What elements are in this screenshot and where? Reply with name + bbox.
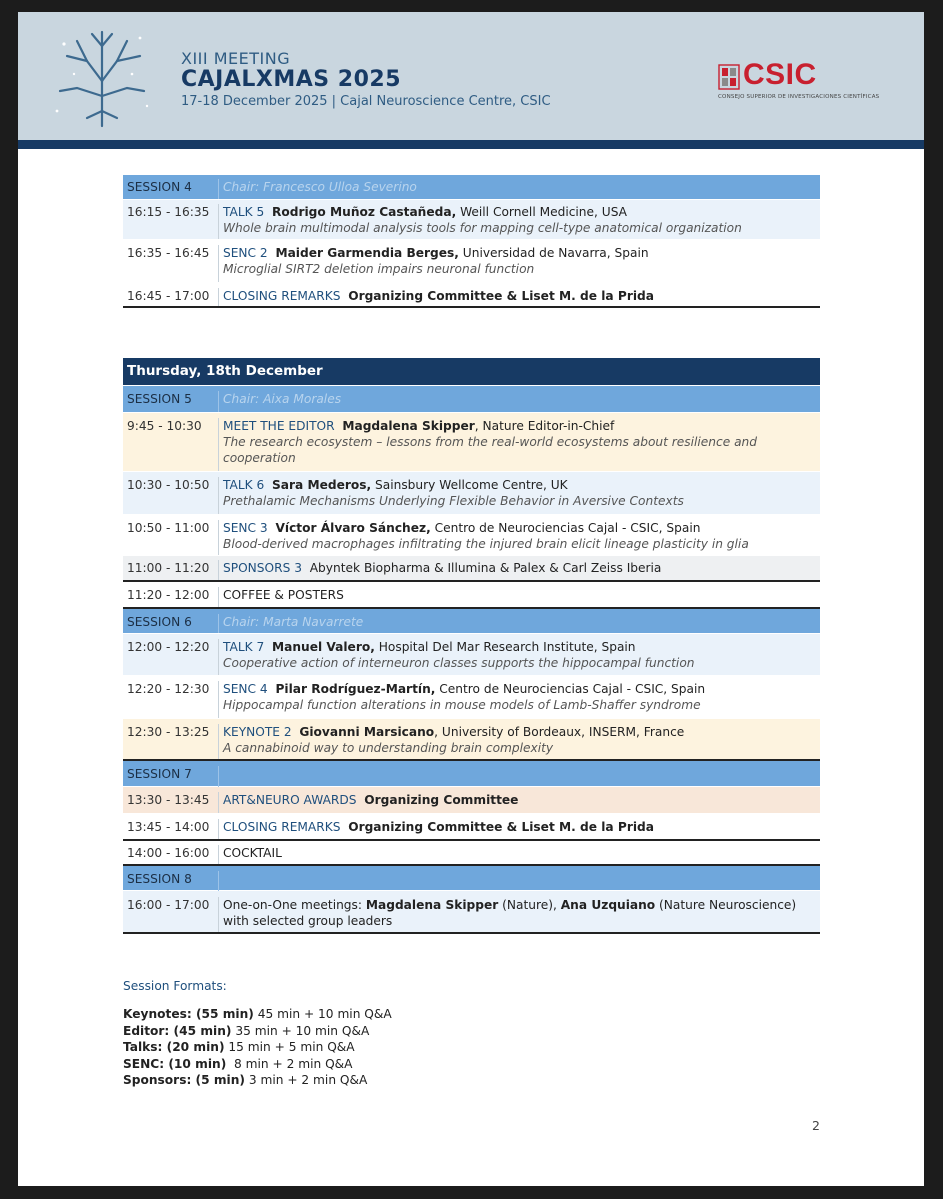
time-slot: 13:30 - 13:45 xyxy=(127,793,210,807)
time-slot: 12:00 - 12:20 xyxy=(127,640,210,654)
time-slot: 16:00 - 17:00 xyxy=(127,898,210,912)
speaker-name: Organizing Committee xyxy=(364,793,519,807)
speaker-name: Víctor Álvaro Sánchez, xyxy=(275,521,431,535)
talk-details xyxy=(218,288,820,306)
session-chair-empty xyxy=(218,766,820,787)
session-label: SESSION 6 xyxy=(127,615,192,629)
speaker-name: Rodrigo Muñoz Castañeda, xyxy=(272,205,457,219)
speaker-affiliation: Centro de Neurociencias Cajal - CSIC, Spain xyxy=(430,521,701,535)
header-divider-bar xyxy=(18,140,924,149)
talk-details xyxy=(218,560,820,580)
speaker-affiliation: Sainsbury Wellcome Centre, UK xyxy=(371,478,568,492)
meeting-title: CAJALXMAS 2025 xyxy=(181,67,402,92)
talk-type: KEYNOTE 2 xyxy=(223,725,292,739)
csic-logo-text: CSIC xyxy=(743,58,817,91)
talk-title: Prethalamic Mechanisms Underlying Flexible Behavior in Aversive Contexts xyxy=(223,494,684,508)
format-label: Editor: (45 min) xyxy=(123,1023,232,1038)
schedule-row xyxy=(123,555,820,580)
time-slot: 11:00 - 11:20 xyxy=(127,561,210,575)
talk-details xyxy=(218,639,820,675)
time-slot: 13:45 - 14:00 xyxy=(127,820,210,834)
time-slot: 11:20 - 12:00 xyxy=(127,588,210,602)
speaker-name: Organizing Committee & Liset M. de la Prida xyxy=(348,820,654,834)
speaker-affiliation: Centro de Neurociencias Cajal - CSIC, Spain xyxy=(435,682,706,696)
speaker-name: Sara Mederos, xyxy=(272,478,372,492)
schedule-row xyxy=(123,199,820,239)
speaker-name: Magdalena Skipper xyxy=(365,898,499,912)
talk-details xyxy=(218,245,820,282)
csic-emblem-icon xyxy=(718,63,740,91)
time-slot: 10:30 - 10:50 xyxy=(127,478,210,492)
format-label: Talks: (20 min) xyxy=(123,1040,225,1055)
session-header xyxy=(123,864,820,890)
day-title: Thursday, 18th December xyxy=(127,363,323,379)
meeting-text: (Nature), xyxy=(498,898,561,912)
schedule-row xyxy=(123,786,820,813)
meeting-text: One-on-One meetings: xyxy=(223,898,366,912)
session-chair: Chair: Francesco Ulloa Severino xyxy=(218,179,820,199)
format-duration: 45 min + 10 min Q&A xyxy=(253,1007,392,1022)
talk-title: Whole brain multimodal analysis tools for mapping cell-type anatomical organization xyxy=(223,221,742,235)
break-label: COFFEE & POSTERS xyxy=(218,587,820,607)
csic-logo-subtitle: CONSEJO SUPERIOR DE INVESTIGACIONES CIENTÍFICAS xyxy=(718,94,880,100)
session-chair: Chair: Marta Navarrete xyxy=(218,614,820,633)
day-header xyxy=(123,358,820,385)
talk-details xyxy=(218,681,820,718)
format-label: SENC: (10 min) xyxy=(123,1056,227,1071)
talk-title: Cooperative action of interneuron classes supports the hippocampal function xyxy=(223,656,695,670)
session-label: SESSION 7 xyxy=(127,767,192,781)
speaker-affiliation: Hospital Del Mar Research Institute, Spain xyxy=(374,640,636,654)
session-label: SESSION 8 xyxy=(127,872,192,886)
program-page xyxy=(18,12,924,1186)
format-duration: 35 min + 10 min Q&A xyxy=(231,1023,370,1038)
formats-title: Session Formats: xyxy=(123,979,227,993)
session-label: SESSION 4 xyxy=(127,180,192,194)
talk-type: TALK 5 xyxy=(223,205,265,219)
format-duration: 15 min + 5 min Q&A xyxy=(224,1040,355,1055)
schedule-row xyxy=(123,890,820,934)
talk-type: CLOSING REMARKS xyxy=(223,289,341,303)
time-slot: 12:20 - 12:30 xyxy=(127,682,210,696)
talk-details xyxy=(218,819,820,839)
page-number: 2 xyxy=(812,1118,820,1133)
schedule-block-thursday xyxy=(123,358,820,934)
talk-type: SPONSORS 3 xyxy=(223,561,302,575)
format-item xyxy=(123,1039,392,1055)
page-header xyxy=(18,12,924,140)
schedule-row xyxy=(123,718,820,759)
talk-title: Hippocampal function alterations in mouse models of Lamb-Shaffer syndrome xyxy=(223,698,701,712)
schedule-row xyxy=(123,813,820,839)
speaker-affiliation: Universidad de Navarra, Spain xyxy=(458,246,649,260)
schedule-row xyxy=(123,412,820,471)
talk-details xyxy=(218,477,820,514)
talk-title: Blood-derived macrophages infiltrating the injured brain elicit lineage plasticity in glia xyxy=(223,537,749,551)
schedule-row xyxy=(123,675,820,718)
talk-type: ART&NEURO AWARDS xyxy=(223,793,357,807)
talk-type: CLOSING REMARKS xyxy=(223,820,341,834)
session-chair: Chair: Aixa Morales xyxy=(218,391,820,412)
time-slot: 16:15 - 16:35 xyxy=(127,205,210,219)
talk-type: SENC 2 xyxy=(223,246,268,260)
time-slot: 16:35 - 16:45 xyxy=(127,246,210,260)
format-duration: 8 min + 2 min Q&A xyxy=(226,1056,353,1071)
talk-type: SENC 4 xyxy=(223,682,268,696)
time-slot: 16:45 - 17:00 xyxy=(127,289,210,303)
schedule-row xyxy=(123,514,820,555)
session-header xyxy=(123,385,820,412)
talk-details xyxy=(218,418,820,471)
meeting-edition: XIII MEETING xyxy=(181,49,291,68)
meeting-dates-venue: 17-18 December 2025 | Cajal Neuroscience Centre, CSIC xyxy=(181,94,551,109)
break-label: COCKTAIL xyxy=(218,845,820,864)
sponsor-list: Abyntek Biopharma & Illumina & Palex & Carl Zeiss Iberia xyxy=(309,561,662,575)
time-slot: 9:45 - 10:30 xyxy=(127,419,202,433)
format-item xyxy=(123,1056,392,1072)
speaker-affiliation: , Nature Editor-in-Chief xyxy=(474,419,615,433)
format-item xyxy=(123,1023,392,1039)
time-slot: 10:50 - 11:00 xyxy=(127,521,210,535)
talk-type: TALK 7 xyxy=(223,640,265,654)
speaker-name: Giovanni Marsicano xyxy=(299,725,435,739)
speaker-affiliation: Weill Cornell Medicine, USA xyxy=(456,205,627,219)
schedule-row xyxy=(123,282,820,308)
session-header xyxy=(123,759,820,786)
speaker-name: Magdalena Skipper xyxy=(342,419,475,433)
speaker-name: Ana Uzquiano xyxy=(560,898,656,912)
format-item xyxy=(123,1072,392,1088)
speaker-affiliation: , University of Bordeaux, INSERM, France xyxy=(434,725,685,739)
schedule-row xyxy=(123,471,820,514)
format-item xyxy=(123,1006,392,1022)
speaker-name: Manuel Valero, xyxy=(272,640,375,654)
talk-type: SENC 3 xyxy=(223,521,268,535)
meeting-text: (Nature Neuroscience) with selected group leaders xyxy=(223,898,797,928)
speaker-name: Maider Garmendia Berges, xyxy=(275,246,459,260)
session-label: SESSION 5 xyxy=(127,392,192,406)
speaker-name: Organizing Committee & Liset M. de la Prida xyxy=(348,289,654,303)
neuron-tree-logo xyxy=(52,26,152,130)
talk-details xyxy=(218,520,820,555)
format-label: Keynotes: (55 min) xyxy=(123,1007,254,1022)
schedule-row xyxy=(123,633,820,675)
meeting-details xyxy=(218,897,820,932)
session-chair-empty xyxy=(218,871,820,891)
format-duration: 3 min + 2 min Q&A xyxy=(244,1073,368,1088)
session-formats xyxy=(123,978,392,1088)
schedule-block-session4 xyxy=(123,175,820,308)
time-slot: 12:30 - 13:25 xyxy=(127,725,210,739)
csic-logo xyxy=(718,58,880,104)
talk-details xyxy=(218,204,820,239)
talk-title: A cannabinoid way to understanding brain complexity xyxy=(223,741,554,755)
talk-title: Microglial SIRT2 deletion impairs neuronal function xyxy=(223,262,535,276)
talk-type: MEET THE EDITOR xyxy=(223,419,335,433)
talk-details xyxy=(218,724,820,759)
speaker-name: Pilar Rodríguez-Martín, xyxy=(275,682,436,696)
coffee-break-row xyxy=(123,580,820,607)
schedule-row xyxy=(123,239,820,282)
session-header xyxy=(123,607,820,633)
format-label: Sponsors: (5 min) xyxy=(123,1073,245,1088)
cocktail-row xyxy=(123,839,820,864)
time-slot: 14:00 - 16:00 xyxy=(127,846,210,860)
talk-type: TALK 6 xyxy=(223,478,265,492)
talk-title: The research ecosystem – lessons from the real-world ecosystems about resilience and cooperation xyxy=(223,435,758,465)
session-header xyxy=(123,175,820,199)
talk-details xyxy=(218,792,820,813)
